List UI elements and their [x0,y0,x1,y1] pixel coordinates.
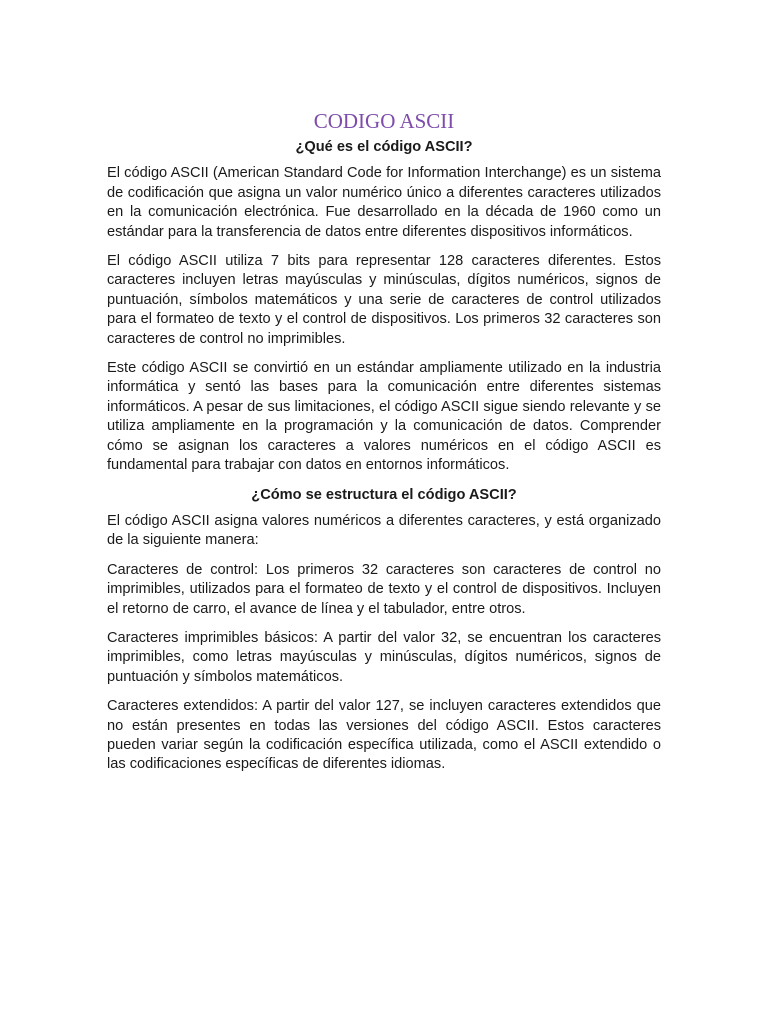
paragraph: El código ASCII asigna valores numéricos a diferentes caracteres, y está organizado de la siguiente manera: [107,512,661,549]
paragraph: Caracteres imprimibles básicos: A partir del valor 32, se encuentran los caracteres imprimibles, como letras mayúsculas y minúsculas, dígitos numéricos, signos de puntuación y símbolos matemáticos. [107,629,661,685]
paragraph: Caracteres extendidos: A partir del valor 127, se incluyen caracteres extendidos que no están presentes en todas las versiones del código ASCII. Estos caracteres pueden variar según la codificación específica utilizada, como el ASCII extendido o las codificaciones específicas de diferentes idiomas. [107,698,661,773]
paragraph: Este código ASCII se convirtió en un estándar ampliamente utilizado en la industria informática y sentó las bases para la comunicación entre diferentes sistemas informáticos. A pesar de sus limitaciones, el código ASCII sigue siendo relevante y se utiliza ampliamente en la programación y la comunicación de datos. Comprender cómo se asignan los caracteres a valores numéricos en el código ASCII es fundamental para trabajar con datos en entornos informáticos. [107,360,661,474]
section-heading-structure: ¿Cómo se estructura el código ASCII? [251,486,517,503]
paragraph: Caracteres de control: Los primeros 32 caracteres son caracteres de control no imprimibles, utilizados para el formateo de texto y el control de dispositivos. Incluyen el retorno de carro, el avance de línea y el tabulador, entre otros. [107,561,661,617]
document-title: CODIGO ASCII [313,109,455,133]
document-page [107,108,661,785]
section-heading-what-is: ¿Qué es el código ASCII? [295,139,473,155]
paragraph: El código ASCII utiliza 7 bits para representar 128 caracteres diferentes. Estos caracteres incluyen letras mayúsculas y minúsculas, dígitos numéricos, signos de puntuación, símbolos matemáticos y una serie de caracteres de control utilizados para el formateo de texto y el control de dispositivos. Los primeros 32 caracteres son caracteres de control no imprimibles. [107,253,661,347]
paragraph: El código ASCII (American Standard Code for Information Interchange) es un sistema de codificación que asigna un valor numérico único a diferentes caracteres utilizados en la comunicación electrónica. Fue desarrollado en la década de 1960 como un estándar para la transferencia de datos entre diferentes dispositivos informáticos. [107,165,661,240]
